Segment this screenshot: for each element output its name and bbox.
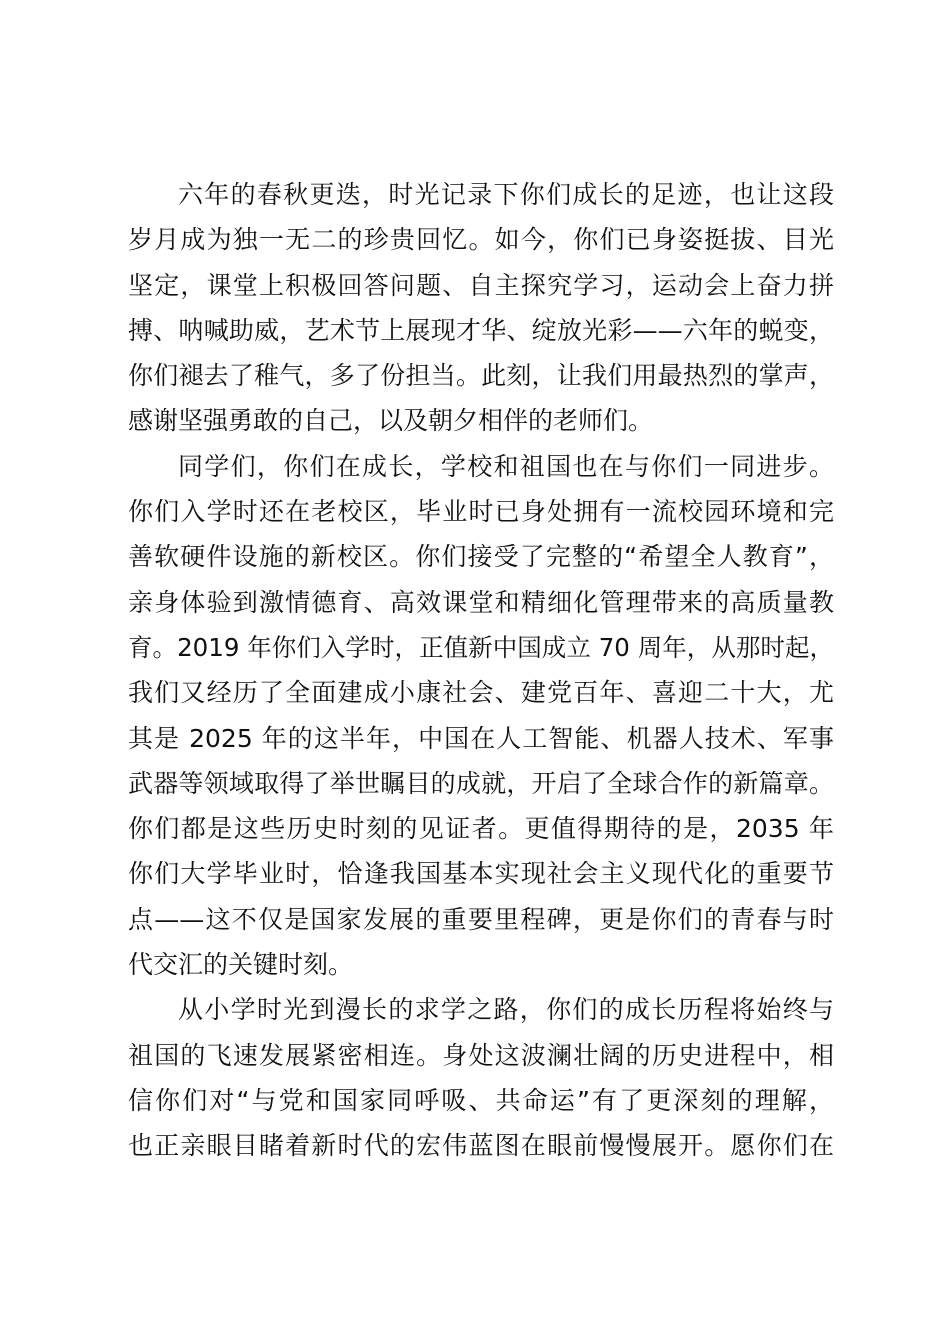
text-line: 其是 2025 年的这半年，中国在人工智能、机器人技术、军事 — [128, 723, 834, 753]
paragraph-progress — [128, 444, 834, 988]
paragraph-future — [128, 987, 834, 1168]
text-line: 善软硬件设施的新校区。你们接受了完整的“希望全人教育”， — [128, 542, 834, 572]
text-line: 你们褪去了稚气，多了份担当。此刻，让我们用最热烈的掌声， — [128, 361, 834, 391]
document-body — [128, 172, 834, 1169]
text-line: 祖国的飞速发展紧密相连。身处这波澜壮阔的历史进程中，相 — [128, 1040, 834, 1070]
text-line: 武器等领域取得了举世瞩目的成就，开启了全球合作的新篇章。 — [128, 768, 834, 798]
text-line: 也正亲眼目睹着新时代的宏伟蓝图在眼前慢慢展开。愿你们在 — [128, 1131, 834, 1161]
text-line: 点——这不仅是国家发展的重要里程碑，更是你们的青春与时 — [128, 904, 834, 934]
text-line: 六年的春秋更迭，时光记录下你们成长的足迹，也让这段 — [178, 180, 834, 209]
text-line: 从小学时光到漫长的求学之路，你们的成长历程将始终与 — [178, 995, 834, 1025]
text-line: 你们大学毕业时，恰逢我国基本实现社会主义现代化的重要节 — [128, 859, 834, 889]
text-line: 代交汇的关键时刻。 — [128, 950, 354, 980]
text-line: 岁月成为独一无二的珍贵回忆。如今，你们已身姿挺拔、目光 — [128, 225, 834, 255]
text-line: 育。2019 年你们入学时，正值新中国成立 70 周年，从那时起， — [128, 632, 834, 662]
text-line: 亲身体验到激情德育、高效课堂和精细化管理带来的高质量教 — [128, 587, 834, 617]
text-line: 我们又经历了全面建成小康社会、建党百年、喜迎二十大，尤 — [128, 678, 834, 708]
text-line: 你们入学时还在老校区，毕业时已身处拥有一流校园环境和完 — [128, 497, 834, 527]
text-line: 信你们对“与党和国家同呼吸、共命运”有了更深刻的理解， — [128, 1085, 834, 1115]
text-line: 搏、呐喊助威，艺术节上展现才华、绽放光彩——六年的蜕变， — [128, 315, 834, 345]
text-line: 坚定，课堂上积极回答问题、自主探究学习，运动会上奋力拼 — [128, 270, 834, 300]
text-line: 同学们，你们在成长，学校和祖国也在与你们一同进步。 — [178, 451, 834, 481]
text-line: 感谢坚强勇敢的自己，以及朝夕相伴的老师们。 — [128, 406, 654, 436]
paragraph-growth — [128, 172, 834, 444]
text-line: 你们都是这些历史时刻的见证者。更值得期待的是，2035 年 — [128, 814, 834, 844]
